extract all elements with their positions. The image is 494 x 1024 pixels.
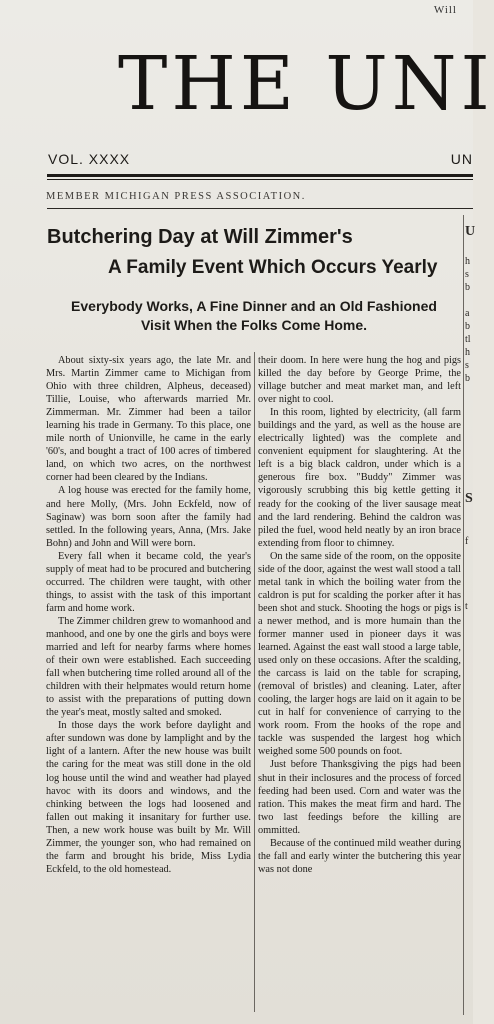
paragraph: The Zimmer children grew to womanhood and manhood, and one by one the girls and boys were married and left for nearby farms where homes of their own were established. Each succeeding fall when butchering time rolled around all of the children with their helpmates would return home to assist with the preparations of putting down the year's meat, mostly salted and smoked. [46,615,251,719]
cropped-letter: b [465,282,470,293]
cropped-letter: s [465,360,469,371]
article-deck-line-1: Everybody Works, A Fine Dinner and an Old Fashioned [71,298,437,314]
masthead-rule-thick [47,174,473,177]
cropped-letter: S [465,491,473,506]
cropped-letter: U [465,224,476,239]
article-deck-line-2: Visit When the Folks Come Home. [140,317,368,333]
cropped-letter [465,743,475,756]
article-subheadline: A Family Event Which Occurs Yearly [108,257,438,278]
masthead: THE UNI [118,41,494,127]
masthead-rule-thin [47,179,473,180]
cropped-letter [465,522,475,535]
cropped-letter: b [465,373,470,384]
cropped-letter: f [465,536,469,547]
cropped-letter [465,639,475,652]
cropped-letter [465,769,475,782]
volume-right: UN [450,151,473,167]
cropped-letter [465,509,475,522]
paragraph: In this room, lighted by electricity, (all farm buildings and the yard, as well as the house are electrically lighted) was the complete and convenient equipment for slaughtering. At the left is a big black caldron, under which is a generous fire box. "Buddy" Zimmer was vigorously scrubbing this big kettle getting it ready for the cooking of the liver sausage meat and the lard rendering. Behind the caldron was piled the fuel, wood held neatly by an iron brace extending from floor to chimney. [258,407,461,549]
paragraph: On the same side of the room, on the opposite side of the door, against the west wall stood a tall metal tank in which the boiling water from the caldron is put for scalding the porker after it has been shot and stuck. Shooting the hogs or pigs is a newer method, and is more humain than the former manner used in pioneer days it was learned. Against the east wall stood a large table, used only on these occasions. After the scalding, the carcass is laid on the table for scraping, (removal of bristles) and cleaning. Later, after cooling, the larger hogs are laid on it again to be cut in half for convenience of carrying to the work room. From the hooks of the rope and tackle was suspended the largest hog which weighed some 500 pounds on foot. [258,550,461,758]
article-column-1 [46,354,251,1012]
cropped-letter [465,437,475,450]
paragraph: A log house was erected for the family home, and here Molly, (Mrs. John Eckfeld, now of Saginaw) was born soon after the family had settled. In the following years, Anna, (Mrs. Jake Bohn) and John and Will were born. [46,485,251,549]
volume-label: VOL. XXXX [48,151,131,167]
cropped-letter [465,730,475,743]
paragraph: Just before Thanksgiving the pigs had been shut in their inclosures and the process of forced feeding had been used. Corn and water was the ration. This makes the meat firm and hard. The two last feedings before the killing are ommitted. [258,759,461,836]
cropped-letter [465,548,475,561]
cropped-letter [465,717,475,730]
cropped-letter: a [465,308,470,319]
cropped-letter [465,476,475,489]
cropped-letter [465,411,475,424]
cropped-letter [465,424,475,437]
paragraph: their doom. In here were hung the hog and pigs killed the day before by George Prime, the village butcher and meat market man, and left over night to cool. [258,355,461,406]
cropped-letter [465,574,475,587]
cropped-letter [465,678,475,691]
paragraph: In those days the work before daylight and after sundown was done by lamplight and by the light of a lantern. After the new house was built the caring for the meat was still done in the old log house until the wind and weather had played havoc with its doors and windows, and the chinking between the logs had loosened and fallen out making it insanitary for further use. Then, a new work house was built by Mr. Will Zimmer, the younger son, who had remained on the farm and brought his bride, Miss Lydia Eckfeld, to the old homestead. [46,720,251,875]
right-column-divider [463,215,464,1015]
cropped-letter [465,450,475,463]
member-line: MEMBER MICHIGAN PRESS ASSOCIATION. [46,191,306,202]
section-rule [47,208,473,209]
cropped-right-column [465,222,475,1012]
cropped-letter: h [465,347,470,358]
article-headline: Butchering Day at Will Zimmer's [47,226,353,248]
top-note: Will [433,4,457,16]
cropped-letter [465,463,475,476]
cropped-letter: s [465,269,469,280]
cropped-letter [465,665,475,678]
article-column-2 [258,354,461,1012]
cropped-letter [465,385,475,398]
column-divider [254,352,255,1012]
paragraph: About sixty-six years ago, the late Mr. and Mrs. Martin Zimmer came to Michigan from Ohio with three children, Alpheus, deceased) Tillie, Louise, who afterwards married Mr. Zimmerman. Mr. Zimmer had been a tailor learning his trade in Germany. To this place, one mile north of Unionville, he came in the early '60's, and bought a tract of 100 acres of timbered land, on which two acres, on the northwest corner had been cleared by the Indians. [46,355,251,484]
cropped-letter [465,613,475,626]
paragraph: Every fall when it became cold, the year's supply of meat had to be procured and butchering occurred. The children were taught, with other things, to assist with the task of this important farm and home work. [46,550,251,614]
cropped-letter: tl [465,334,471,345]
cropped-letter: h [465,256,470,267]
cropped-letter [465,756,475,769]
cropped-letter [465,691,475,704]
cropped-letter [465,398,475,411]
cropped-letter [465,587,475,600]
cropped-letter: t [465,601,468,612]
cropped-letter [465,294,475,307]
cropped-letter [465,242,475,255]
cropped-letter [465,626,475,639]
cropped-letter [465,704,475,717]
paragraph: Because of the continued mild weather during the fall and early winter the butchering this year was not done [258,837,461,875]
cropped-letter [465,561,475,574]
cropped-letter: b [465,321,470,332]
cropped-letter [465,652,475,665]
